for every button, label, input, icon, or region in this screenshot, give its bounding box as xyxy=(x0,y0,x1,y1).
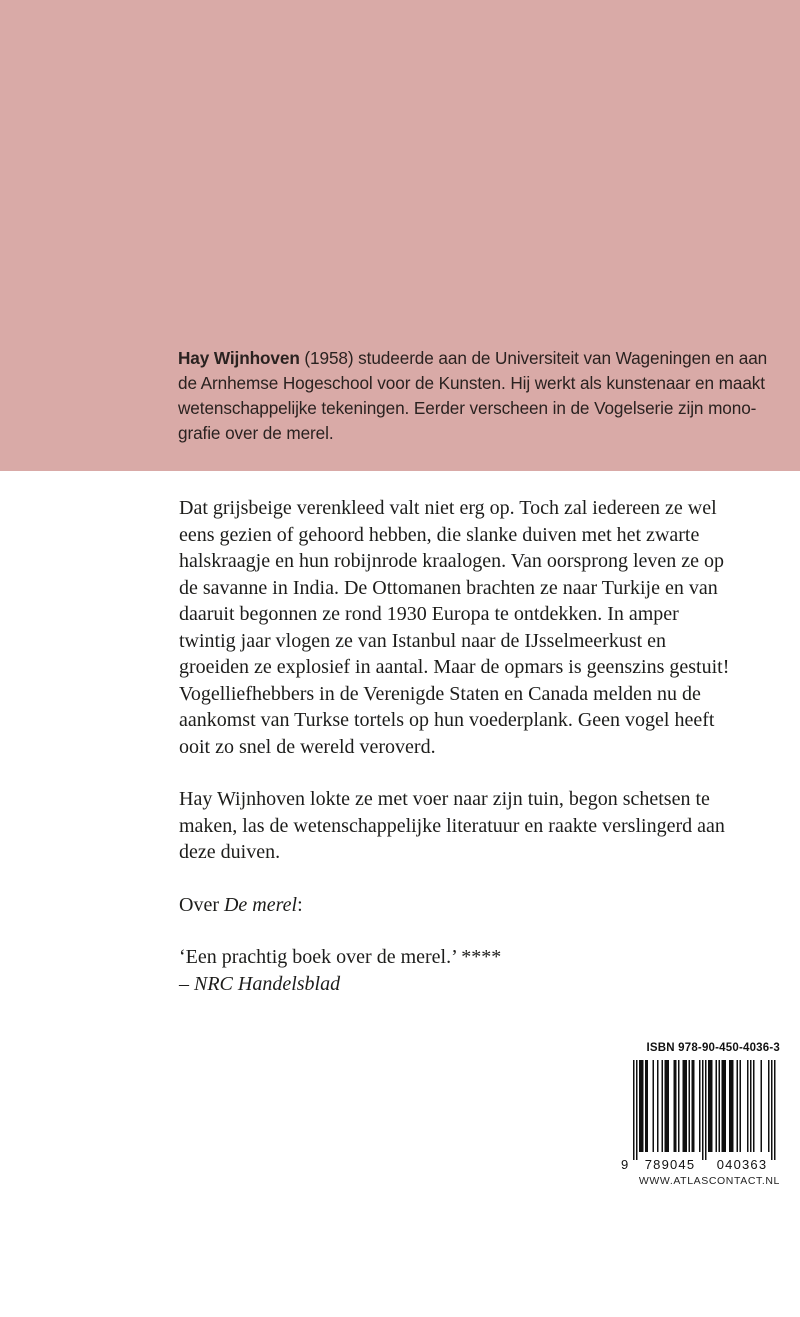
blurb-paragraph-2 xyxy=(179,786,779,866)
blurb-line: halskraagje en hun robijnrode kraalogen. Van oorsprong leven ze op xyxy=(179,550,725,572)
barcode-bar xyxy=(645,1060,648,1152)
barcode-bar xyxy=(653,1060,655,1152)
barcode-bar xyxy=(753,1060,755,1152)
author-bio xyxy=(178,346,788,446)
barcode-bar xyxy=(657,1060,659,1152)
barcode-bar xyxy=(705,1060,707,1160)
barcode-bar xyxy=(683,1060,688,1152)
blurb-line: maken, las de wetenschappelijke literatuur en raakte verslingerd aan xyxy=(179,814,725,837)
barcode-digits-left: 789045 xyxy=(644,1157,696,1172)
blurb-line: de savanne in India. De Ottomanen brachten ze naar Turkije en van xyxy=(179,576,718,599)
barcode-block xyxy=(620,1042,780,1192)
previous-book-title: De merel xyxy=(223,893,298,916)
barcode-bar xyxy=(774,1060,776,1160)
barcode-bar xyxy=(747,1060,749,1152)
barcode-bar xyxy=(740,1060,742,1152)
barcode-bar xyxy=(678,1060,680,1152)
barcode-bar xyxy=(674,1060,677,1152)
barcode-bar xyxy=(768,1060,770,1152)
blurb-line: aankomst van Turkse tortels op hun voederplank. Geen vogel heeft xyxy=(179,709,715,731)
blurb-line: groeiden ze explosief in aantal. Maar de opmars is geenszins gestuit! xyxy=(179,656,730,678)
author-bio-line-2: de Arnhemse Hogeschool voor de Kunsten. Hij werkt als kunstenaar en maakt xyxy=(178,373,765,393)
barcode-bar xyxy=(692,1060,695,1152)
author-bio-line-1: Hay Wijnhoven (1958) studeerde aan de Universiteit van Wageningen en aan xyxy=(178,348,768,368)
barcode-bar xyxy=(702,1060,704,1160)
blurb-line: deze duiven. xyxy=(179,841,281,863)
over-previous-book xyxy=(179,892,779,919)
quote-text: ‘Een prachtig boek over de merel.’ **** xyxy=(179,946,502,968)
barcode xyxy=(620,1060,780,1172)
barcode-bar xyxy=(722,1060,727,1152)
barcode-bar xyxy=(708,1060,713,1152)
author-bio-line-4: grafie over de merel. xyxy=(178,423,334,443)
barcode-bar xyxy=(719,1060,721,1152)
author-name: Hay Wijnhoven xyxy=(178,348,300,368)
barcode-bar xyxy=(636,1060,638,1160)
barcode-bar xyxy=(689,1060,691,1152)
blurb-line: daaruit begonnen ze rond 1930 Europa te ontdekken. In amper xyxy=(179,603,679,625)
barcode-bar xyxy=(633,1060,635,1160)
over-suffix: : xyxy=(297,893,303,916)
barcode-bar xyxy=(716,1060,718,1152)
blurb-line: eens gezien of gehoord hebben, die slanke duiven met het zwarte xyxy=(179,523,700,546)
blurb-line: Dat grijsbeige verenkleed valt niet erg op. Toch zal iedereen ze wel xyxy=(179,497,717,519)
blurb-line: ooit zo snel de wereld veroverd. xyxy=(179,735,436,758)
blurb-line: twintig jaar vlogen ze van Istanbul naar de IJsselmeerkust en xyxy=(179,629,667,652)
blurb xyxy=(179,495,779,997)
barcode-bar xyxy=(737,1060,739,1152)
over-prefix: Over xyxy=(179,893,224,916)
publisher-website: WWW.ATLASCONTACT.NL xyxy=(638,1175,780,1187)
review-quote xyxy=(179,944,779,997)
blurb-paragraph-1 xyxy=(179,495,779,760)
barcode-bar xyxy=(761,1060,763,1152)
blurb-line: Vogelliefhebbers in de Verenigde Staten en Canada melden nu de xyxy=(179,682,701,705)
author-bio-line-3: wetenschappelijke tekeningen. Eerder verscheen in de Vogelserie zijn mono- xyxy=(178,398,757,418)
barcode-bar xyxy=(729,1060,734,1152)
barcode-bar xyxy=(771,1060,773,1160)
quote-source: – NRC Handelsblad xyxy=(179,972,341,995)
blurb-line: Hay Wijnhoven lokte ze met voer naar zijn tuin, begon schetsen te xyxy=(179,788,710,810)
isbn-label: ISBN 978-90-450-4036-3 xyxy=(646,1042,780,1054)
barcode-digit-first: 9 xyxy=(621,1157,629,1172)
barcode-digits-right: 040363 xyxy=(716,1157,768,1172)
barcode-bar xyxy=(662,1060,664,1152)
barcode-bar xyxy=(639,1060,644,1152)
barcode-bar xyxy=(699,1060,701,1152)
barcode-bar xyxy=(665,1060,670,1152)
barcode-bar xyxy=(750,1060,752,1152)
barcode-bars xyxy=(633,1060,776,1160)
